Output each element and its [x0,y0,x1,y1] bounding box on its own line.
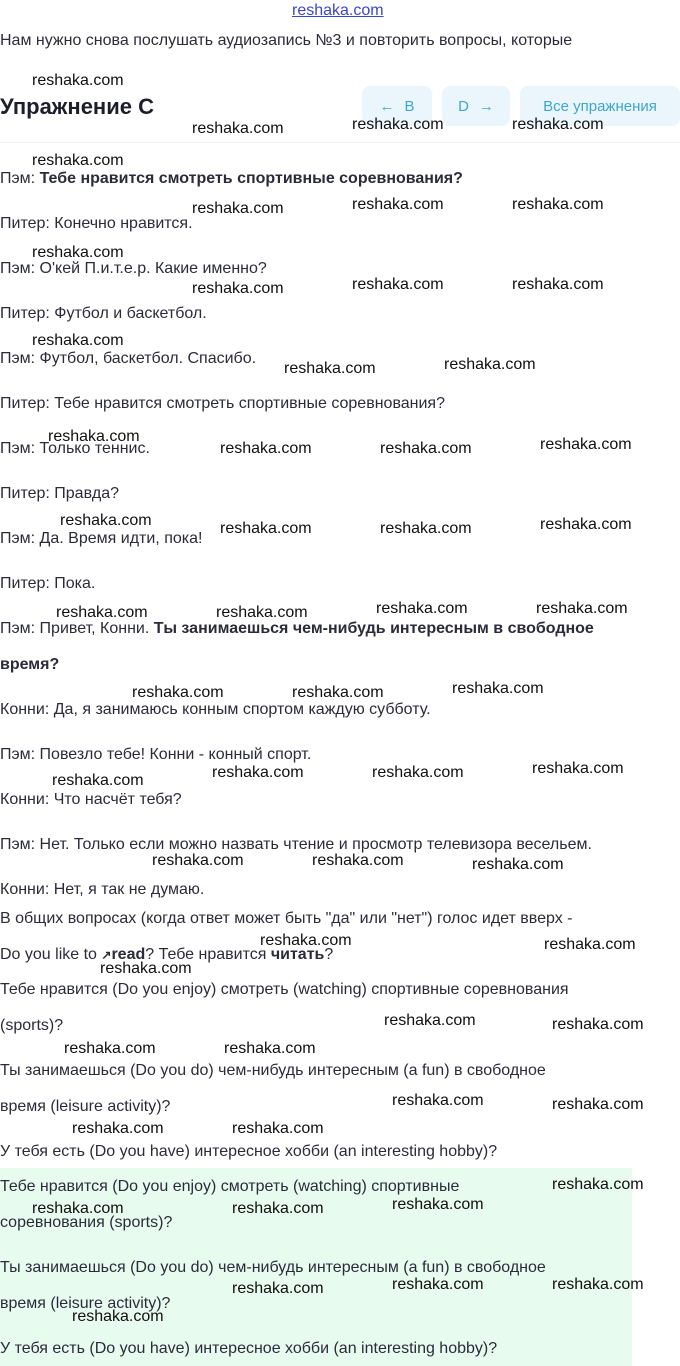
example-line: Do you like to ↗read? Тебе нравится читать? [0,946,334,963]
dialog-line: Питер: Пока. [0,575,96,592]
watermark: reshaka.com [60,512,152,529]
watermark: reshaka.com [376,600,468,617]
watermark: reshaka.com [152,852,244,869]
watermark: reshaka.com [452,680,544,697]
answer-line: Тебе нравится (Do you enjoy) смотреть (watching) спортивные [0,1178,460,1195]
watermark: reshaka.com [192,280,284,297]
watermark: reshaka.com [552,1096,644,1113]
dialog-line: Пэм: Повезло тебе! Конни - конный спорт. [0,746,312,763]
watermark: reshaka.com [532,760,624,777]
watermark: reshaka.com [352,116,444,133]
watermark: reshaka.com [224,1040,316,1057]
watermark: reshaka.com [48,428,140,445]
answer-line: Ты занимаешься (Do you do) чем-нибудь интересным (a fun) в свободное [0,1259,546,1276]
watermark: reshaka.com [392,1092,484,1109]
dialog-line: Питер: Тебе нравится смотреть спортивные соревнования? [0,395,445,412]
prev-exercise-label: B [404,97,415,115]
dialog-line: Пэм: Да. Время идти, пока! [0,530,203,547]
watermark: reshaka.com [392,1276,484,1293]
arrow-right-icon: → [478,97,494,115]
watermark: reshaka.com [380,520,472,537]
dialog-line: Пэм: О'кей П.и.т.е.р. Какие именно? [0,260,267,277]
watermark: reshaka.com [260,932,352,949]
watermark: reshaka.com [212,764,304,781]
next-exercise-button[interactable] [442,86,510,126]
watermark: reshaka.com [472,856,564,873]
watermark: reshaka.com [32,332,124,349]
watermark: reshaka.com [56,604,148,621]
dialog-line: Пэм: Привет, Конни. Ты занимаешься чем-нибудь интересным в свободное [0,620,594,637]
watermark: reshaka.com [544,936,636,953]
dialog-line: Питер: Конечно нравится. [0,215,193,232]
question-line: Тебе нравится (Do you enjoy) смотреть (watching) спортивные соревнования [0,981,569,998]
answer-line: соревнования (sports)? [0,1214,173,1231]
watermark: reshaka.com [220,520,312,537]
watermark: reshaka.com [232,1200,324,1217]
watermark: reshaka.com [352,276,444,293]
header-divider [0,142,680,143]
watermark: reshaka.com [72,1308,164,1325]
dialog-line: Пэм: Нет. Только если можно назвать чтение и просмотр телевизора весельем. [0,836,592,853]
watermark: reshaka.com [512,196,604,213]
watermark: reshaka.com [380,440,472,457]
watermark: reshaka.com [32,244,124,261]
watermark: reshaka.com [284,360,376,377]
answer-line: У тебя есть (Do you have) интересное хобби (an interesting hobby)? [0,1340,498,1357]
watermark: reshaka.com [32,1200,124,1217]
question-line: Ты занимаешься (Do you do) чем-нибудь интересным (a fun) в свободное [0,1062,546,1079]
intonation-arrow-icon: ↗ [101,948,112,962]
answer-line: время (leisure activity)? [0,1295,171,1312]
watermark: reshaka.com [512,116,604,133]
dialog-line: Пэм: Только теннис. [0,440,150,457]
watermark: reshaka.com [132,684,224,701]
dialog-line: Пэм: Футбол, баскетбол. Спасибо. [0,350,257,367]
intro-text: Нам нужно снова послушать аудиозапись №3 и повторить вопросы, которые [0,32,573,49]
watermark: reshaka.com [72,1120,164,1137]
watermark: reshaka.com [392,1196,484,1213]
page-title: Упражнение C [0,94,154,119]
dialog-line: Питер: Футбол и баскетбол. [0,305,207,322]
question-line: время (leisure activity)? [0,1098,171,1115]
watermark: reshaka.com [552,1276,644,1293]
watermark: reshaka.com [312,852,404,869]
dialog-line: Пэм: Тебе нравится смотреть спортивные соревнования? [0,170,463,187]
watermark: reshaka.com [292,684,384,701]
arrow-left-icon: ← [379,97,395,115]
watermark: reshaka.com [232,1280,324,1297]
watermark: reshaka.com [372,764,464,781]
site-link[interactable]: reshaka.com [292,2,384,19]
dialog-line: время? [0,656,60,673]
watermark: reshaka.com [352,196,444,213]
question-line: У тебя есть (Do you have) интересное хобби (an interesting hobby)? [0,1143,498,1160]
watermark: reshaka.com [220,440,312,457]
watermark: reshaka.com [512,276,604,293]
next-exercise-label: D [458,97,469,115]
watermark: reshaka.com [552,1016,644,1033]
watermark: reshaka.com [52,772,144,789]
watermark: reshaka.com [192,120,284,137]
watermark: reshaka.com [100,960,192,977]
dialog-line: Конни: Да, я занимаюсь конным спортом каждую субботу. [0,701,431,718]
watermark: reshaka.com [384,1012,476,1029]
dialog-line: Питер: Правда? [0,485,120,502]
watermark: reshaka.com [64,1040,156,1057]
explanation-text: В общих вопросах (когда ответ может быть "да" или "нет") голос идет вверх - [0,910,573,927]
watermark: reshaka.com [32,152,124,169]
question-line: (sports)? [0,1017,64,1034]
dialog-line: Конни: Нет, я так не думаю. [0,881,205,898]
watermark: reshaka.com [216,604,308,621]
watermark: reshaka.com [540,436,632,453]
watermark: reshaka.com [536,600,628,617]
watermark: reshaka.com [552,1176,644,1193]
watermark: reshaka.com [192,200,284,217]
watermark: reshaka.com [32,72,124,89]
dialog-line: Конни: Что насчёт тебя? [0,791,182,808]
all-exercises-label: Все упражнения [543,97,657,115]
watermark: reshaka.com [444,356,536,373]
watermark: reshaka.com [232,1120,324,1137]
watermark: reshaka.com [540,516,632,533]
